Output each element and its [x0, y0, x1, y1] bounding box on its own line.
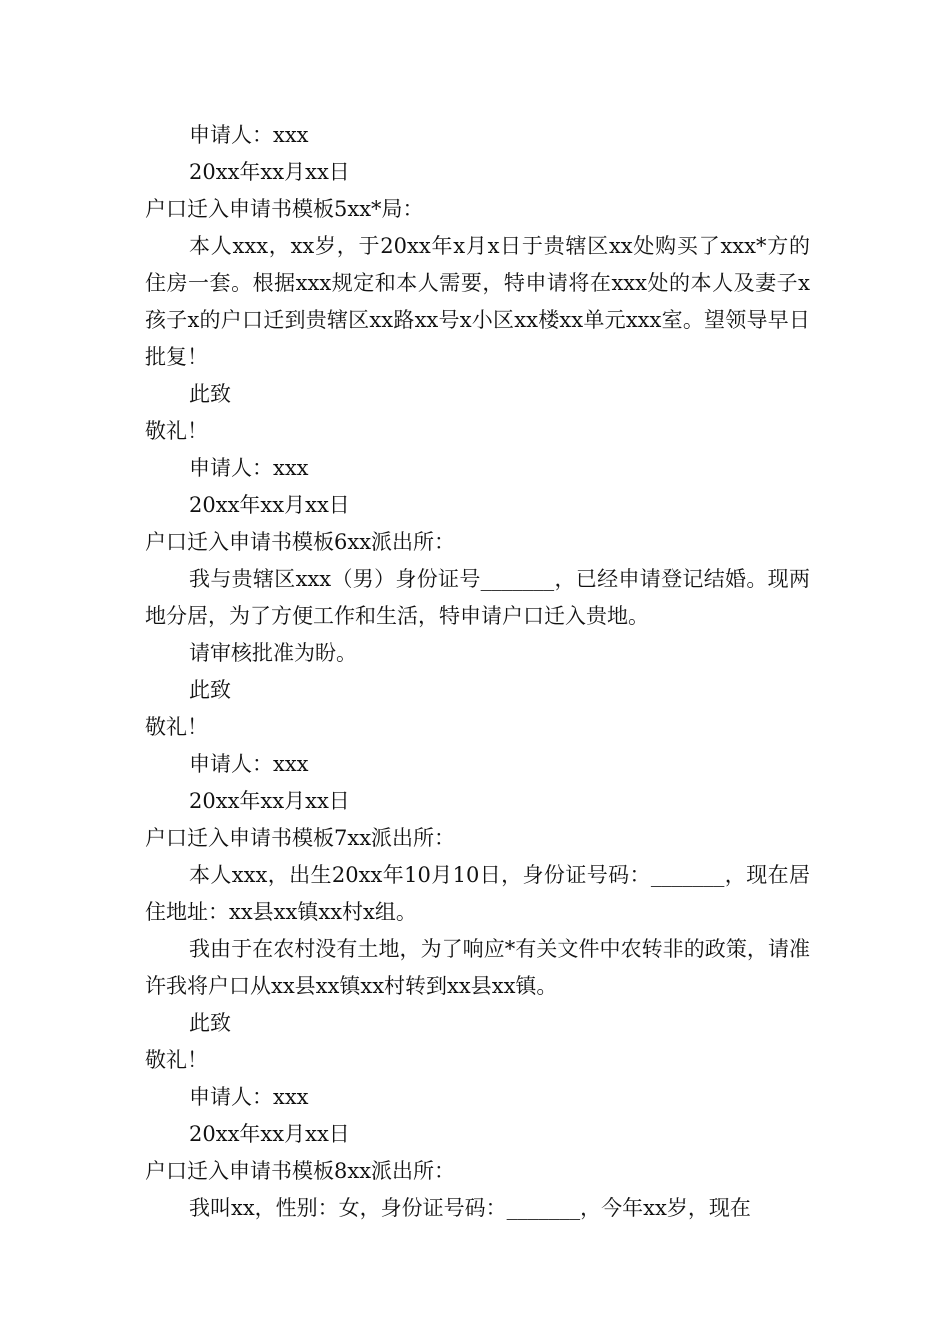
template-6-request: 请审核批准为盼。: [189, 641, 357, 665]
date-line: 20xx年xx月xx日: [189, 1122, 350, 1146]
template-8-body: 我叫xx，性别：女，身份证号码：_______，今年xx岁，现在: [189, 1196, 751, 1220]
closing-jingli: 敬礼！: [145, 419, 208, 443]
template-6-heading: 户口迁入申请书模板6xx派出所：: [145, 530, 456, 554]
document-body: [145, 117, 810, 1227]
closing-jingli: 敬礼！: [145, 715, 208, 739]
closing-cizhi: 此致: [189, 678, 231, 702]
date-line: 20xx年xx月xx日: [189, 493, 350, 517]
template-5-heading: 户口迁入申请书模板5xx*局：: [145, 197, 424, 221]
closing-jingli: 敬礼！: [145, 1048, 208, 1072]
template-8-heading: 户口迁入申请书模板8xx派出所：: [145, 1159, 456, 1183]
template-7-reason: 我由于在农村没有土地，为了响应*有关文件中农转非的政策，请准许我将户口从xx县xx镇xx村转到xx县xx镇。: [145, 937, 810, 998]
applicant-line: 申请人：xxx: [189, 752, 309, 776]
date-line: 20xx年xx月xx日: [189, 789, 350, 813]
closing-cizhi: 此致: [189, 382, 231, 406]
template-6-body: 我与贵辖区xxx（男）身份证号_______，已经申请登记结婚。现两地分居，为了方便工作和生活，特申请户口迁入贵地。: [145, 567, 810, 628]
template-7-body: 本人xxx，出生20xx年10月10日，身份证号码：_______，现在居住地址：xx县xx镇xx村x组。: [145, 863, 810, 924]
applicant-line: 申请人：xxx: [189, 456, 309, 480]
applicant-line: 申请人：xxx: [189, 123, 309, 147]
closing-cizhi: 此致: [189, 1011, 231, 1035]
applicant-line: 申请人：xxx: [189, 1085, 309, 1109]
template-7-heading: 户口迁入申请书模板7xx派出所：: [145, 826, 456, 850]
template-5-body: 本人xxx，xx岁，于20xx年x月x日于贵辖区xx处购买了xxx*方的住房一套。根据xxx规定和本人需要，特申请将在xxx处的本人及妻子x孩子x的户口迁到贵辖区xx路xx号x小区xx楼xx单元xxx室。望领导早日批复！: [145, 234, 810, 369]
date-line: 20xx年xx月xx日: [189, 160, 350, 184]
